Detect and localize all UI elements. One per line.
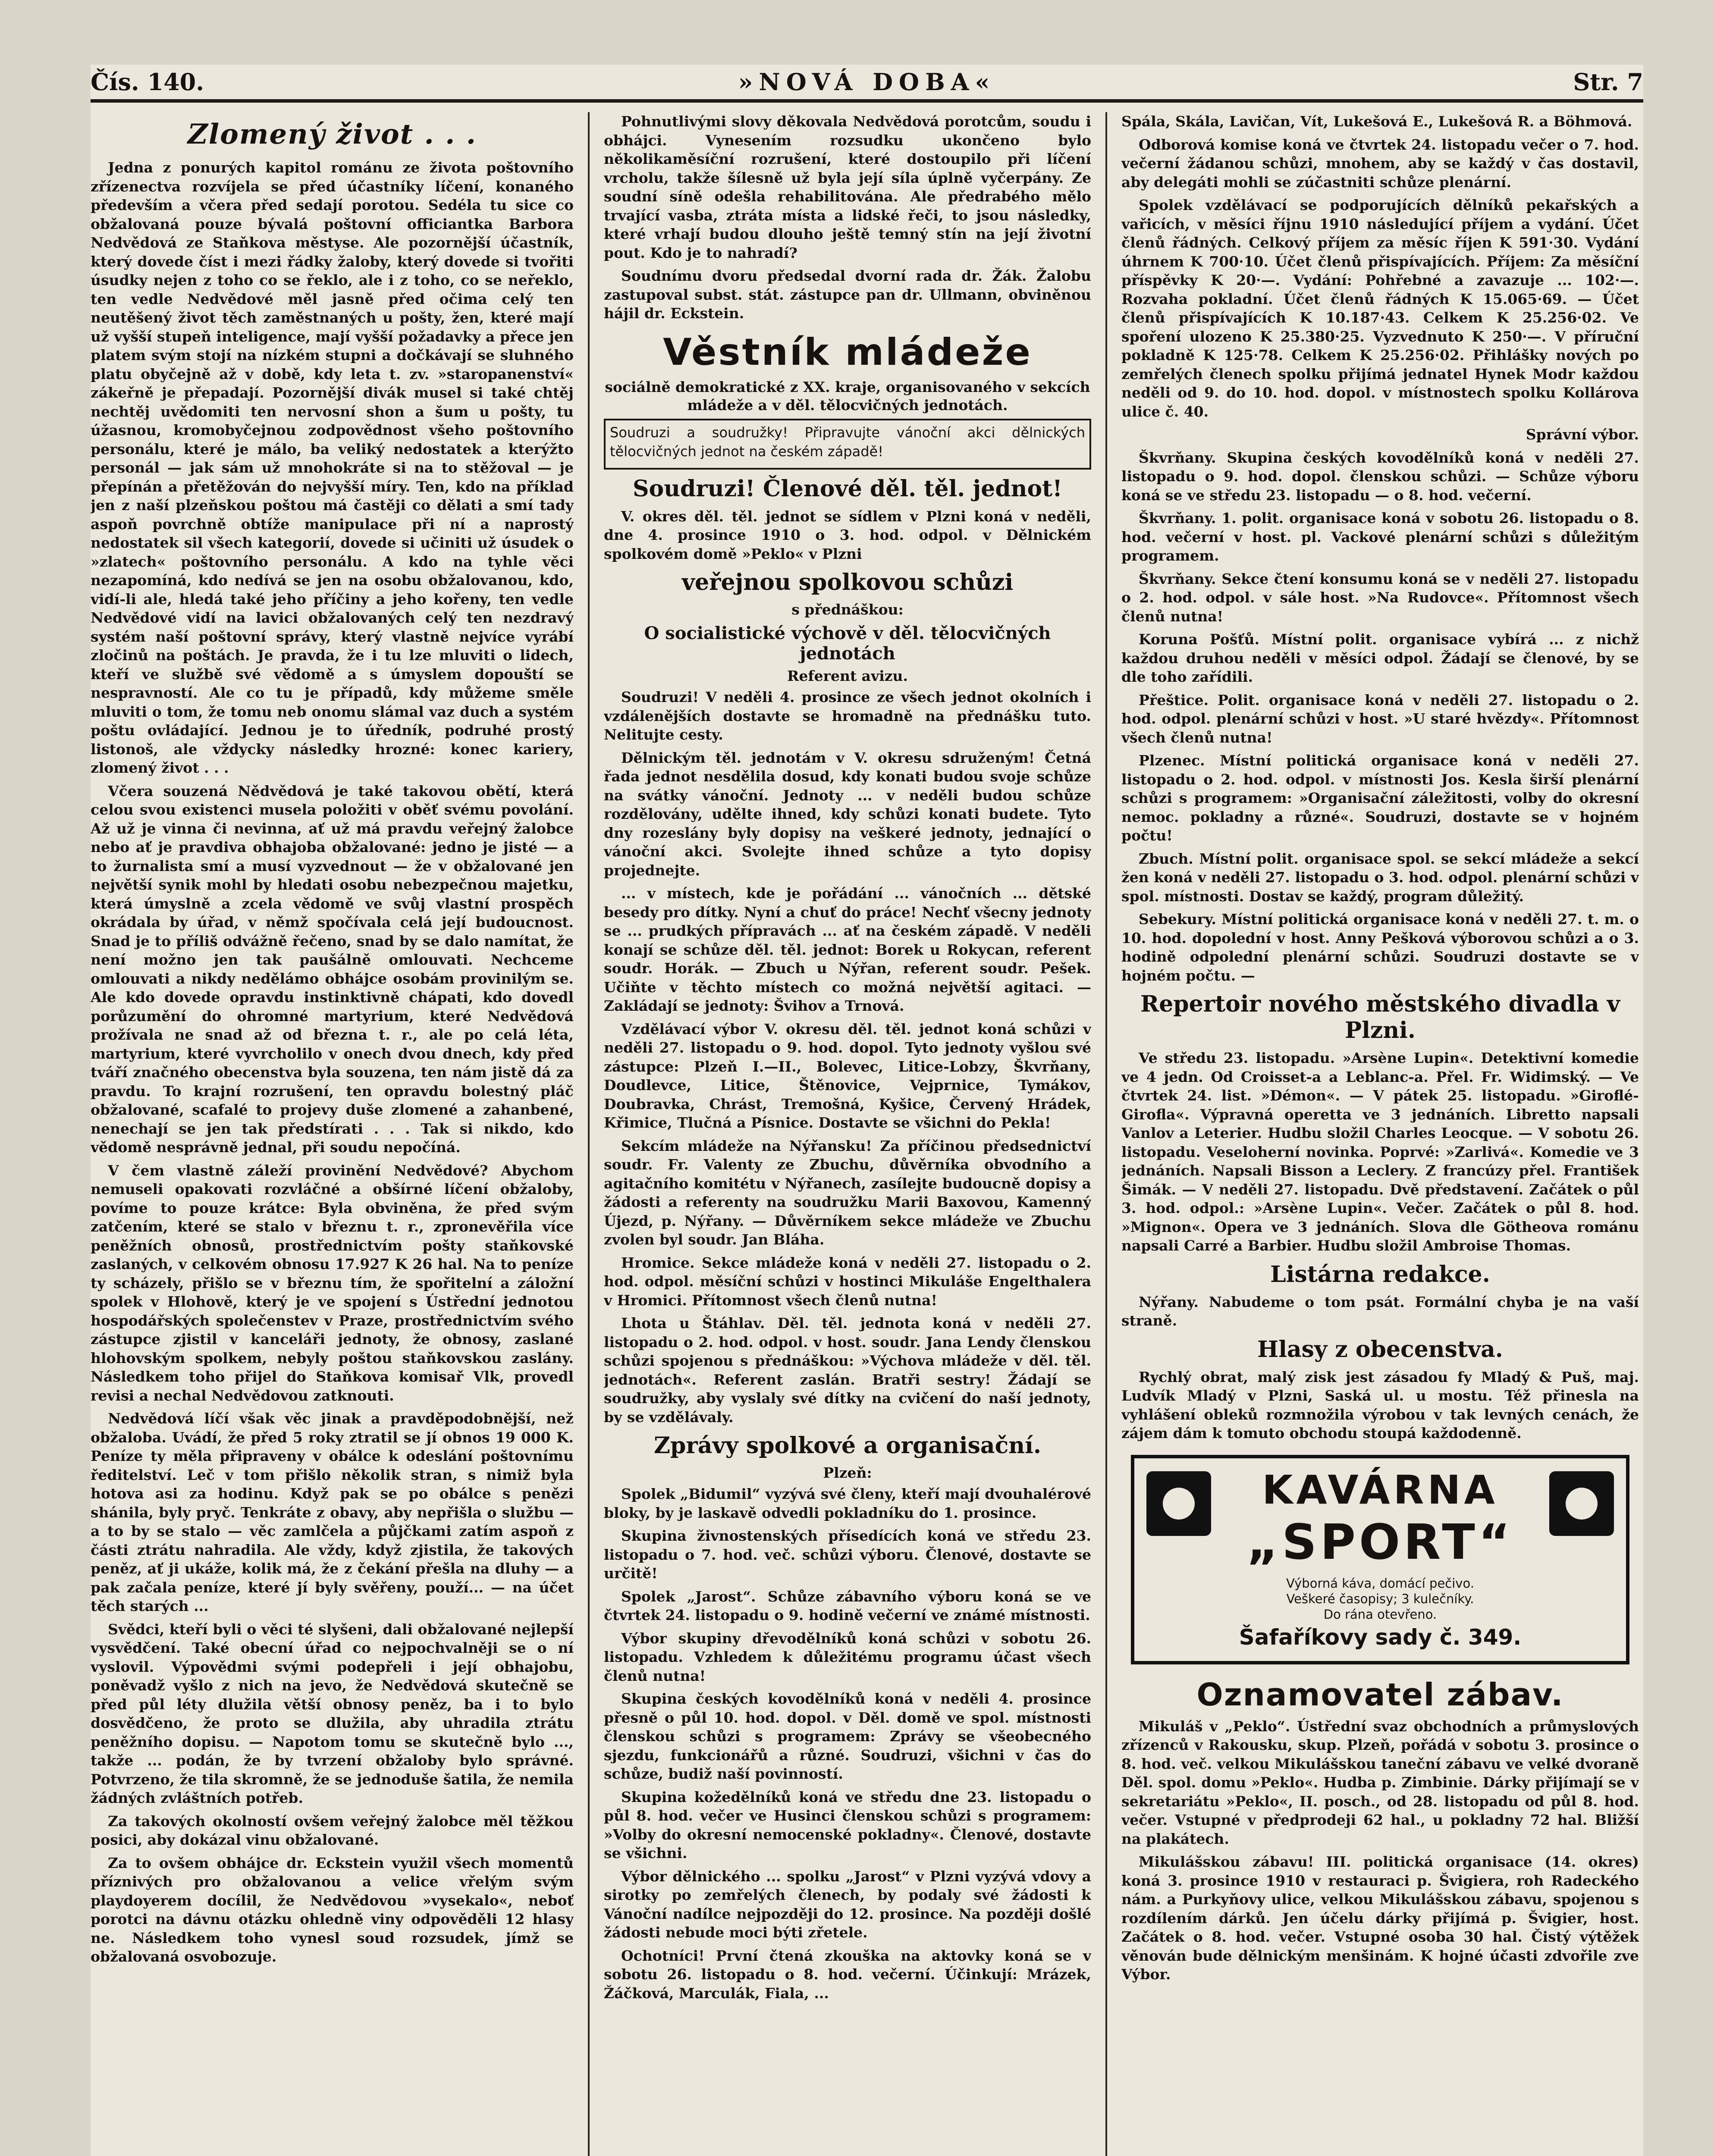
article-paragraph: Jedna z ponurých kapitol románu ze života poštovního zřízenectva rozvíjela se před účastníky líčení, konaného především a včera před sedají porotou. Sedéla tu sice co obžalovaná pouze bývalá poštovní officiantka Barbora Nedvědová ze Staňkova městyse. Ale pozornější účastník, který dovede číst i mezi řádky žaloby, který dovede si tvořiti úsudky nejen z toho co se řeklo, ale i z toho, co se neřeklo, ten vedle Nedvědové měl jasně před očima celý ten neutěšený život těch zaměstnaných u pošty, žen, které mají už vyšší stupeň inteligence, mají vyšší požadavky a přece jen platem svým stojí na nízkém stupni a dočkávají se sluhného platu obyčejně až v době, kdy leta t. zv. »staropanenství« zákeřně je přepadají. Pozornější divák musel si také chtěj nechtěj uvědomiti ten nervosní shon a šum u pošty, tu úžasnou, kromobyčejnou zodpovědnost všeho poštovního personálu, které je málo, ba veliký nedostatek a kterýžto personál — jak sám už mnohokráte si na to stěžoval — je přepínán a přetěžován do nejvyšší míry. Ten, kdo na příklad jen z naší plzeňskou poštou má častěji co dělati a smí tady aspoň povrchně obtíže manipulace při ní a naprostý nedostatek sil všech kategorií, dovede si učiniti už úsudek o »zlatech« poštovního personálu. A kdo na tyhle věci nezapomíná, kdo nedívá se jen na osobu obžalovanou, kdo, vidí-li ale, hledá také jeho příčiny a jeho kořeny, ten vedle Nedvědové vidí na lavici obžalovaných celý ten nezdravý systém naší poštovní správy, který vlastně nejvíce vyrábí zločinů na poštách. Je pravda, že i tu lze mluviti o lidech, kteří ve službě své vědomě a s úmyslem dopouští se nespravností. Ale co tu je případů, kdy můžeme směle mluviti o tom, že tomu neb onomu slámal vaz duch a systém poštu ovládající. Jednou je to úředník, podruhé prostý listonoš, ale vždycky následky hrozné: konec kariery, zlomený život . . .: [91, 159, 574, 776]
article-paragraph: Škvrňany. Sekce čtení konsumu koná se v neděli 27. listopadu o 2. hod. odpol. v sále host. »Na Rudovce«. Přítomnost všech členů nutna!: [1121, 570, 1639, 625]
article-paragraph: Výbor dělnického ... spolku „Jarost“ v Plzni vyzývá vdovy a sirotky po zemřelých členech, by podaly své žádosti k Vánoční nadílce nejpozději do 12. prosince. Na později došlé žádosti nebude moci býti zřetele.: [604, 1868, 1091, 1941]
article-paragraph: Soudnímu dvoru předsedal dvorní rada dr. Žák. Žalobu zastupoval subst. stát. zástupce pan dr. Ullmann, obviněnou hájil dr. Eckstein.: [604, 267, 1091, 322]
article-paragraph: Spolek „Bidumil“ vyzývá své členy, kteří mají dvouhalérové bloky, by je laskavě odvedli pokladníku do 1. prosince.: [604, 1485, 1091, 1521]
article-paragraph: Spolek vzdělávací se podporujících dělníků pekařských a vařicích, v měsíci říjnu 1910 následující příjem a vydání. Účet členů řádných. Celkový příjem za měsíc říjen K 591·30. Vydání úhrnem K 700·10. Účet členů přispívajících. Příjem: Za měsíční příspěvky K 20·—. Vydání: Pohřebné a zavazuje ... 102·—. Rozvaha pokladní. Účet členů řádných K 15.065·69. — Účet členů přispívajících K 10.187·43. Celkem K 25.256·02. Ve spoření ulozeno K 25.380·25. Vyzvednuto K 250·—. V příruční pokladně K 125·78. Celkem K 25.256·02. Přihlášky nových po zemřelých členech spolku přijímá jednatel Hynek Modr každou neděli od 9. do 10. hod. dopol. v místnostech spolku Kollárova ulice č. 40.: [1121, 197, 1639, 420]
ad-detail-line: Do rána otevřeno.: [1323, 1607, 1437, 1622]
section-title-vestnik: Věstník mládeže: [663, 330, 1032, 374]
article-paragraph: Mikuláš v „Peklo“. Ústřední svaz obchodních a průmyslových zřízenců v Rakousku, skup. Plzeň, pořádá v sobotu 3. prosince o 8. hod. več. velkou Mikulášskou taneční zábavu ve velké dvoraně Děl. spol. domu »Peklo«. Hudba p. Zimbinie. Dárky přijímají se v sekretariátu »Peklo«, II. posch., od 28. listopadu od půl 8. hod. večer. Vstupné v předprodeji 62 hal., u pokladny 72 hal. Bližší na plakátech.: [1121, 1717, 1639, 1847]
article-paragraph: Odborová komise koná ve čtvrtek 24. listopadu večer o 7. hod. večerní žádanou schůzi, mnohem, aby se každý v čas dostavil, aby delegáti mohli se zúčastniti schůze plenární.: [1121, 136, 1639, 191]
article-paragraph: Výbor skupiny dřevodělníků koná schůzi v sobotu 26. listopadu. Vzhledem k důležitému programu účast všech členů nutna!: [604, 1630, 1091, 1684]
article-paragraph: Za to ovšem obhájce dr. Eckstein využil všech momentů příznivých pro obžalovanou a velice vřelým svým playdoyerem docílil, že Nedvědovou »vysekalo«, neboť porotci na dávnu otázku ohledně viny odpověděli 12 hlasy ne. Následkem toho vynesl soud rozsudek, jímž se obžalovaná osvobozuje.: [91, 1854, 574, 1965]
article-paragraph: Včera souzená Nědvědová je také takovou obětí, která celou svou existenci musela položiti v oběť svému povolání. Až už je vinna či nevinna, ať už má pravdu veřejný žalobce nebo ať je pravdiva obhajoba obžalované: jedno je jisté — a to žurnalista smí a musí vyzvednout — že v obžalované jen největší synik mohl by hledati osobu nebezpečnou majetku, která úmyslně a zcela vědomě ve svůj vlastní prospěch okrádala by úřad, v němž spočívala celá její budoucnost. Snad je to příliš odvážně řečeno, snad by se dalo namítat, že není možno jen tak paušálně omlouvati. Nechceme omlouvati a nikdy nedělámo obhájce osobám provinilým se. Ale kdo dovede opravdu instinktivně chápati, kdo dovedl porůzumění do ohromné martyrium, které Nedvědová prožívala ne snad až od března t. r., ale po celá léta, martyrium, které vyvrcholilo v onech dvou dnech, kdy před tváří značného obecenstva byla souzena, ten nám jistě dá za pravdu. To krajní rozrušení, ten opravdu bolestný pláč obžalované, scafalé to projevy duše zlomené a zahanbené, nenechají se jen tak předstírati . . . Tak si nikdo, kdo vědomě nesprávně jednal, při soudu nepočíná.: [91, 782, 574, 1156]
article-paragraph: Skupina českých kovodělníků koná v neděli 4. prosince přesně o půl 10. hod. dopol. v Děl. domě ve spol. místnosti členskou schůzi s programem: Zprávy se všeobecného sjezdu, funkcionářů a různé. Soudruzi, všichni v čas do schůze, budiž naší povinností.: [604, 1690, 1091, 1782]
ad-name: „SPORT“: [1246, 1514, 1514, 1570]
column-1: [91, 112, 574, 2156]
column-rule: [1105, 112, 1107, 2156]
article-paragraph: Soudruzi! V neděli 4. prosince ze všech jednot okolních i vzdálenějších dostavte se hromadně na přednášku tuto. Nelitujte cesty.: [604, 689, 1091, 743]
article-paragraph: Za takových okolností ovšem veřejný žalobce měl těžkou posici, aby dokázal vinu obžalované.: [91, 1812, 574, 1848]
article-paragraph: Pohnutlivými slovy děkovala Nedvědová porotcům, soudu i obhájci. Vynesením rozsudku ukončeno bylo několikaměsíční rozrušení, které dostoupilo při líčení vrcholu, takže šílesně už byla její síla úplně vyčerpány. Ze soudní síně odešla rehabilitována. Ale předrabého mělo trvající vasba, ztráta místa a lidské řeči, to jsou následky, které vrhají budou dlouho ještě temný stín na její životní pout. Kdo je to nahradí?: [604, 113, 1091, 261]
newspaper-page: [91, 65, 1643, 2156]
cafe-advertisement: [1131, 1455, 1629, 1664]
ad-detail-line: Výborná káva, domácí pečivo.: [1286, 1576, 1474, 1591]
column-3: [1121, 112, 1639, 2156]
article-paragraph: Skupina živnostenských přísedících koná ve středu 23. listopadu o 7. hod. več. schůzi výboru. Členové, dostavte se určitě!: [604, 1527, 1091, 1582]
issue-number: Čís. 140.: [91, 68, 204, 96]
notice-box: [604, 419, 1091, 470]
article-heading: Zlomený život . . .: [188, 118, 477, 150]
ad-headline: KAVÁRNA: [1262, 1467, 1498, 1513]
ad-address: Šafaříkovy sady č. 349.: [1239, 1624, 1522, 1650]
article-paragraph: Spála, Skála, Lavičan, Vít, Lukešová E., Lukešová R. a Böhmová.: [1121, 113, 1632, 130]
lecture-title: O socialistické výchově v děl. tělocvičných jednotách: [644, 623, 1051, 664]
article-paragraph: Správní výbor.: [1526, 426, 1639, 443]
call-heading: Soudruzi! Členové děl. těl. jednot!: [633, 475, 1062, 502]
article-paragraph: Hromice. Sekce mládeže koná v neděli 27. listopadu o 2. hod. odpol. měsíční schůzi v hostinci Mikuláše Engelthalera v Hromici. Přítomnost všech členů nutna!: [604, 1254, 1091, 1309]
page-header: [91, 65, 1643, 103]
section-subtitle: sociálně demokratické z XX. kraje, organisovaného v sekcích mládeže a v děl. tělocvičných jednotách.: [605, 378, 1090, 414]
article-paragraph: Vzdělávací výbor V. okresu děl. těl. jednot koná schůzi v neděli 27. listopadu o 9. hod. dopol. Tyto jednoty vyšlou své zástupce: Plzeň I.—II., Bolevec, Litice-Lobzy, Škvrňany, Doudlevce, Litice, Štěnovice, Vejprnice, Tymákov, Doubravka, Chrást, Tremošná, Kyšice, Červený Hrádek, Křimice, Tlučná a Písnice. Dostavte se všichni do Pekla!: [604, 1020, 1091, 1131]
article-paragraph: Škvrňany. Skupina českých kovodělníků koná v neděli 27. listopadu o 9. hod. dopol. členskou schůzi. — Schůze výboru koná se ve středu 23. listopadu — o 8. hod. večerní.: [1121, 449, 1639, 504]
ad-detail-line: Veškeré časopisy; 3 kulečníky.: [1286, 1591, 1474, 1606]
section-title-hlasy: Hlasy z obecenstva.: [1257, 1336, 1503, 1363]
section-title-repertoire: Repertoir nového městského divadla v Plzni.: [1140, 991, 1620, 1044]
article-paragraph: Skupina kožedělníků koná ve středu dne 23. listopadu o půl 8. hod. večer ve Husinci členskou schůzi s programem: »Volby do okresní nemocenské pokladny«. Členové, dostavte se všichni.: [604, 1788, 1091, 1861]
section-title-listarna: Listárna redakce.: [1270, 1261, 1490, 1288]
article-paragraph: Dělnickým těl. jednotám v V. okresu sdruženým! Četná řada jednot nesdělila dosud, kdy konati budou svoje schůze na svátky vánoční. Jednoty ... v neděli budou schůze rozdělovány, udělte ihned, kdy schůzi konati budete. Tyto dny rozeslány byly dopisy na veškeré jednoty, jednající o vánoční akci. Svolejte ihned schůze a tyto dopisy projednejte.: [604, 749, 1091, 879]
section-title-oznamovatel: Oznamovatel zábav.: [1196, 1676, 1564, 1713]
article-paragraph: Spolek „Jarost“. Schůze zábavního výboru koná se ve čtvrtek 24. listopadu o 9. hodině večerní ve známé místnosti.: [604, 1588, 1091, 1623]
article-paragraph: Nedvědová líčí však věc jinak a pravděpodobnější, než obžaloba. Uvádí, že před 5 roky ztratil se jí obnos 19 000 K. Peníze ty měla připraveny v obálce k odeslání poštovnímu ředitelství. Leč v tom přišlo několik stran, s nimiž byla hotova asi za hodinu. Když pak se po obálce s penězi shánila, byly pryč. Tenkráte z obavy, aby nepřišla o službu — a to by se stalo — věc zamlčela a půjčkami zatím aspoň z části ztrátu nahradila. Ale vždy, když zjistila, že takových peněz, ať ji ukáže, kolik má, že z čekání přešla na dluhy — a pak začala peníze, které jí byly svěřeny, použí... — na účet těch starých ...: [91, 1410, 574, 1614]
notice-text: Soudruzi a soudružky! Připravujte vánoční akci dělnických tělocvičných jednot na českém západě!: [610, 424, 1085, 460]
article-paragraph: ... v místech, kde je pořádání ... vánočních ... dětské besedy pro dítky. Nyní a chuť do práce! Nechť všecny jednoty se ... prudkých přípravách ... ať na českém západě. V neděli konají se schůze děl. těl. jednot: Borek u Rokycan, referent soudr. Horák. — Zbuch u Nýřan, referent soudr. Pešek. Učiňte v těchto místech co možná největší agitaci. — Zakládají se jednoty: Švihov a Trnová.: [604, 885, 1091, 1014]
article-paragraph: Zbuch. Místní polit. organisace spol. se sekcí mládeže a sekcí žen koná v neděli 27. listopadu o 3. hod. odpol. plenární schůzi v spol. místnosti. Dostav se každý, program důležitý.: [1121, 850, 1639, 905]
article-paragraph: Svědci, kteří byli o věci té slyšeni, dali obžalované nejlepší vysvědčení. Také obecní úřad co nejpochvalněji se o ní vyslovil. Výpovědmi svými podepřeli i její obhajobu, poněvadž vyšlo z nich na jevo, že Nedvědová skutečně se před půl léty dlužila větší obnosy peněz, ba i to bylo dosvědčeno, že proto se dlužila, aby uhradila ztrátu peněžního dopisu. — Napotom tomu se skutečně bylo ..., takže ... podán, že by tvrzení obžaloby bylo správné. Potvrzeno, že tila skromně, že se jednoduše šatila, že nemila žádných zvláštních potřeb.: [91, 1620, 574, 1806]
article-paragraph: Sebekury. Místní politická organisace koná v neděli 27. t. m. o 10. hod. dopolední v host. Anny Pešková výborovou schůzi a o 3. hodině odpolední plenární schůzi. Soudruzi dostavte se v hojném počtu. —: [1121, 911, 1639, 984]
article-paragraph: Koruna Pošťů. Místní polit. organisace vybírá ... z nichž každou druhou neděli v měsíci odpol. Žádají se členové, by se dle toho zařídili.: [1121, 631, 1639, 685]
ad-details: [1216, 1576, 1544, 1622]
section-title-zpravy: Zprávy spolkové a organisační.: [654, 1432, 1041, 1459]
meeting-heading: veřejnou spolkovou schůzi: [681, 569, 1014, 595]
article-paragraph: Nýřany. Nabudeme o tom psát. Formální chyba je na vaší straně.: [1121, 1293, 1639, 1329]
column-rule: [588, 112, 590, 2156]
article-paragraph: Přeštice. Polit. organisace koná v neděli 27. listopadu o 2. hod. odpol. plenární schůzi v host. »U staré hvězdy«. Přítomnost všech členů nutna!: [1121, 691, 1639, 746]
article-paragraph: Mikulášskou zábavu! III. politická organisace (14. okres) koná 3. prosince 1910 v restauraci p. Švigiera, roh Radeckého nám. a Purkyňovy ulice, velkou Mikulášskou zábavu, spojenou s rozdílením dárků. Jen účelu dárky přijímá p. Švigier, host. Začátek o 8. hod. večer. Vstupné osoba 30 hal. Čistý výtěžek věnován bude dělnickým menšinám. K hojné účasti zdvořile zve Výbor.: [1121, 1853, 1639, 1983]
newspaper-title: »NOVÁ DOBA«: [738, 68, 996, 96]
section-city: Plzeň:: [823, 1464, 872, 1481]
article-paragraph: Plzenec. Místní politická organisace koná v neděli 27. listopadu o 2. hod. odpol. v místnosti Jos. Kesla širší plenární schůzi s programem: »Organisační záležitosti, volby do okresní nemoc. pokladny a různé«. Soudruzi, dostavte se v hojném počtu!: [1121, 752, 1639, 844]
column-2: [604, 112, 1091, 2156]
article-paragraph: V. okres děl. těl. jednot se sídlem v Plzni koná v neděli, dne 4. prosince 1910 o 3. hod. odpol. v Dělnickém spolkovém domě »Peklo« v Plzni: [604, 508, 1091, 562]
article-paragraph: Rychlý obrat, malý zisk jest zásadou fy Mladý & Puš, maj. Ludvík Mladý v Plzni, Saská ul. u mostu. Též přinesla na vyhlášení obleků rozmnožila výrobou v tak levných cenách, že zájem dám k tomuto obchodu stoupá každodenně.: [1121, 1368, 1639, 1442]
article-paragraph: Ve středu 23. listopadu. »Arsène Lupin«. Detektivní komedie ve 4 jedn. Od Croisset-a a Leblanc-a. Přel. Fr. Widimský. — Ve čtvrtek 24. list. »Démon«. — V pátek 25. listopadu. »Giroflé-Girofla«. Výpravná operetta ve 3 jednáních. Libretto napsali Vanlov a Leterier. Hudbu složil Charles Leocque. — V sobotu 26. listopadu. Veseloherní novinka. Poprvé: »Zarlivá«. Komedie ve 3 jednáních. Napsali Bisson a Leclery. Z francúzy přel. František Šimák. — V neděli 27. listopadu. Dvě představení. Začátek o půl 3. hod. odpol.: »Arsène Lupin«. Večer. Začátek o půl 8. hod. »Mignon«. Opera ve 3 jednáních. Slova dle Götheova románu napsali Carré a Barbier. Hudbu složil Ambroise Thomas.: [1121, 1050, 1639, 1254]
meeting-subtitle: s přednáškou:: [791, 601, 904, 618]
lecture-speaker: Referent avizu.: [787, 667, 908, 684]
article-paragraph: V čem vlastně záleží provinění Nedvědové? Abychom nemuseli opakovati rozvláčné a obšírné líčení obžaloby, povíme to pouze krátce: Byla obviněna, že před svým zatčením, které se stalo v březnu t. r., zpronevěřila více peněžních obnosů, prostřednictvím pošty staňkovské zaslaných, v celkovém obnosu 17.927 K 26 hal. Na to peníze ty scházely, přišlo se v březnu tím, že spořitelní a záložní spolek v Hlohově, který je ve spojení s Ústřední jednotou hospodářských společenstev v Praze, prostřednictvím svého zástupce zjistil v kanceláři jednoty, že obnosy, zaslané hlohovským spolkem, nebyly poštou staňkovskou zaslány. Následkem toho přijel do Staňkova komisař Vlk, provedl revisi a nechal Nedvědovou zatknouti.: [91, 1162, 574, 1404]
page-number: Str. 7: [1573, 68, 1643, 96]
article-paragraph: Škvrňany. 1. polit. organisace koná v sobotu 26. listopadu o 8. hod. večerní v host. pl. Vackové plenární schůzi s důležitým programem.: [1121, 510, 1639, 564]
article-paragraph: Ochotníci! První čtená zkouška na aktovky koná se v sobotu 26. listopadu o 8. hod. večerní. Účinkují: Mrázek, Žáčková, Marculák, Fiala, ...: [604, 1947, 1091, 2002]
article-paragraph: Sekcím mládeže na Nýřansku! Za příčinou předsednictví soudr. Fr. Valenty ze Zbuchu, důvěrníka obvodního a agitačního komitétu v Nýřanech, zasílejte budoucně dopisy a žádosti a referenty na soudružku Marii Baxovou, Kamenný Újezd, p. Nýřany. — Důvěrníkem sekce mládeže ve Zbuchu zvolen byl soudr. Jan Bláha.: [604, 1137, 1091, 1248]
article-paragraph: Lhota u Štáhlav. Děl. těl. jednota koná v neděli 27. listopadu o 2. hod. odpol. v host. soudr. Jana Lendy členskou schůzi spojenou s přednáškou: »Výchova mládeže v děl. těl. jednotách«. Referent zaslán. Bratři sestry! Žádají se soudružky, aby vyslaly své dítky na cvičení do naší jednoty, by se vzdělávaly.: [604, 1315, 1091, 1426]
